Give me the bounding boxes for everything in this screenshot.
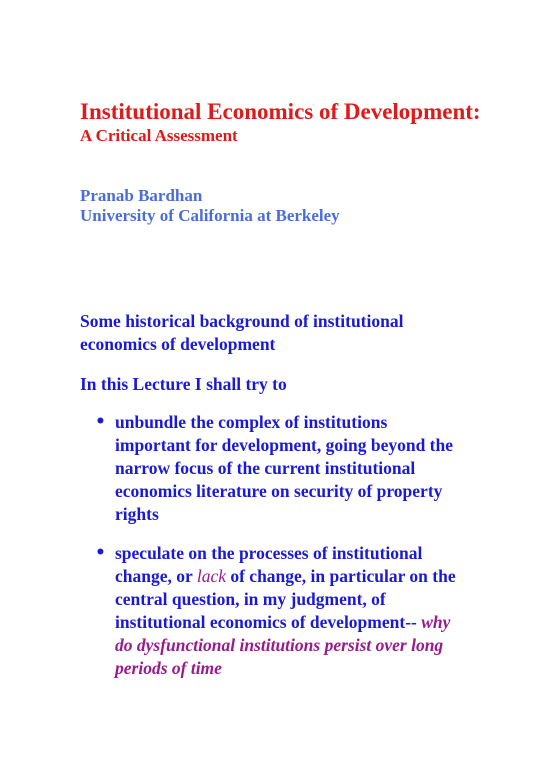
bullet-1-line-2: important for development, going beyond the [115, 435, 454, 455]
document-subtitle: A Critical Assessment [80, 126, 238, 145]
bullet-item-unbundle [95, 411, 495, 526]
bullet-2-line-5: do dysfunctional institutions persist over long [115, 635, 444, 655]
bullet-item-speculate [95, 542, 495, 680]
lecture-intro: In this Lecture I shall try to [80, 374, 287, 394]
bullet-2-line-2-post: of change, in particular on the [225, 566, 456, 586]
bullet-icon: • [95, 543, 106, 563]
bullet-1-line-5: rights [115, 504, 159, 524]
bullet-2-line-2 [115, 565, 495, 588]
bullet-2-line-1: speculate on the processes of institutional [115, 543, 423, 563]
bullet-1-line-4: economics literature on security of property [115, 481, 443, 501]
bullet-2-line-2-pre: change, or [115, 566, 197, 586]
section-heading-line-2: economics of development [80, 334, 276, 354]
bullet-2-line-3: central question, in my judgment, of [115, 589, 386, 609]
bullet-1-line-1: unbundle the complex of institutions [115, 412, 388, 432]
section-heading-line-1: Some historical background of institutional [80, 311, 404, 331]
emphasis-lack: lack [196, 566, 226, 586]
section-heading [80, 310, 480, 356]
bullet-2-line-4-pre: institutional economics of development-- [115, 612, 422, 632]
bullet-2-line-6: periods of time [115, 658, 222, 678]
emphasis-why: why [421, 612, 451, 632]
bullet-2-line-4 [115, 611, 495, 634]
author-name: Pranab Bardhan [80, 186, 203, 205]
author-affiliation: University of California at Berkeley [80, 206, 340, 225]
document-title: Institutional Economics of Development: [80, 99, 481, 124]
bullet-1-line-3: narrow focus of the current institutional [115, 458, 416, 478]
bullet-icon: • [95, 412, 106, 432]
